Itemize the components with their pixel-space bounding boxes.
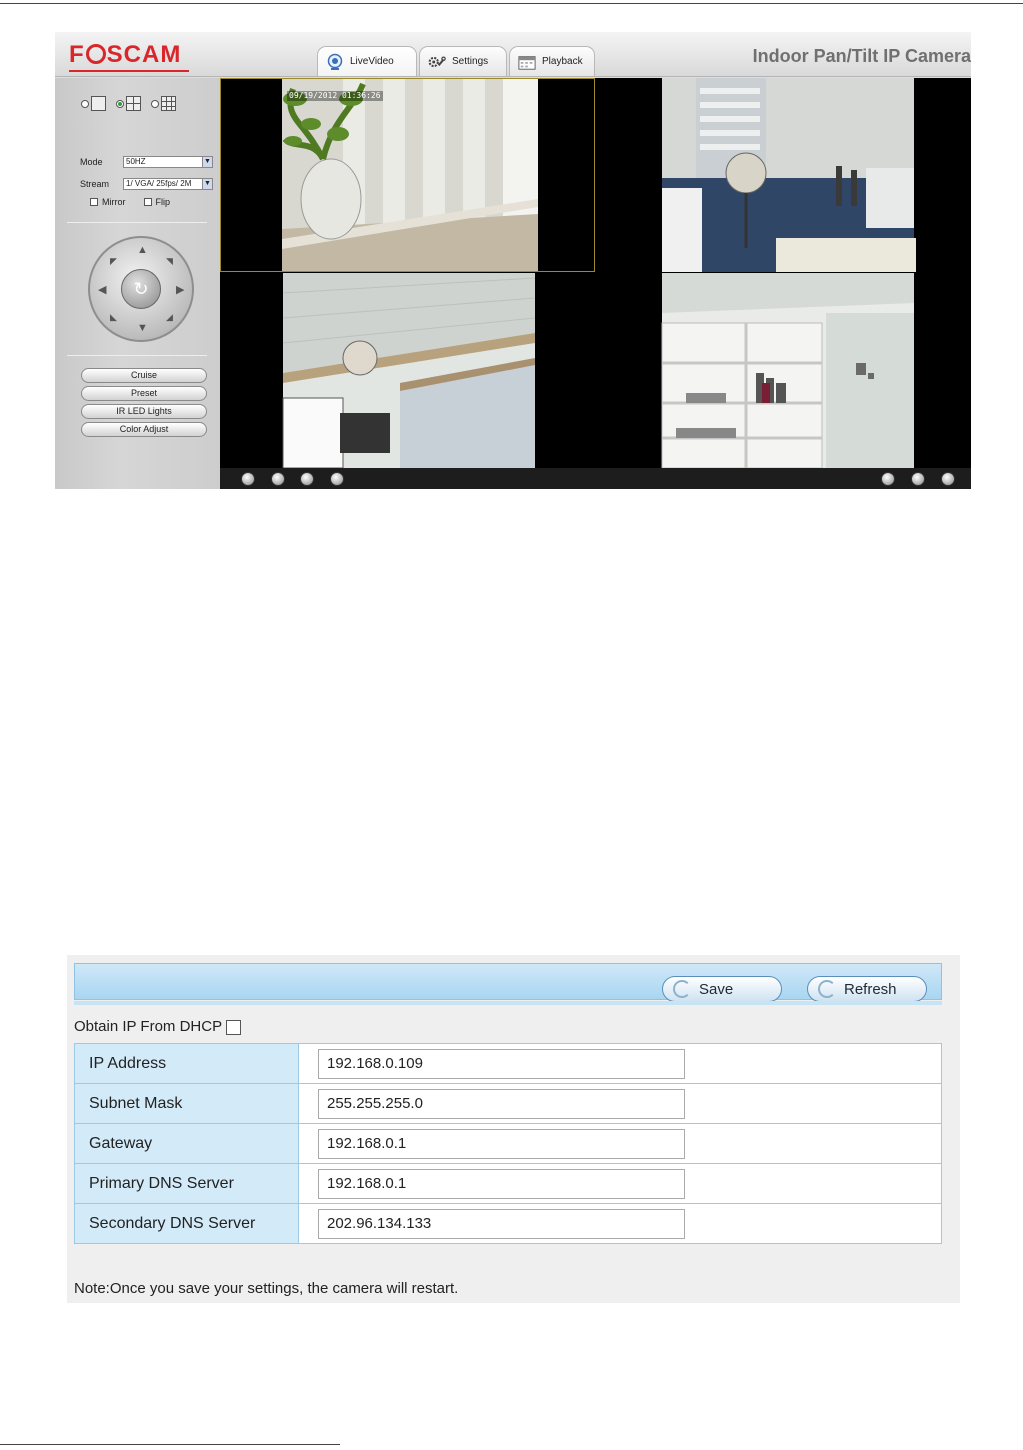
ir-led-lights-button[interactable]: IR LED Lights: [81, 404, 207, 419]
table-row: [75, 1084, 942, 1124]
dhcp-checkbox[interactable]: [226, 1020, 241, 1035]
pan-down-icon[interactable]: ▼: [137, 322, 148, 334]
primary-dns-cell: [299, 1164, 942, 1204]
view-layout-selector: [81, 96, 176, 111]
dhcp-option[interactable]: [74, 1017, 241, 1035]
refresh-button-label: Refresh: [844, 980, 897, 998]
layout-nine-option[interactable]: [151, 96, 176, 111]
stream-select[interactable]: [123, 178, 213, 190]
video-tile-2[interactable]: [596, 78, 971, 272]
tab-live-video[interactable]: [317, 46, 417, 76]
audio-icon[interactable]: [330, 472, 344, 486]
layout-nine-radio[interactable]: [151, 100, 159, 108]
cruise-button[interactable]: Cruise: [81, 368, 207, 383]
dhcp-label: Obtain IP From DHCP: [74, 1017, 223, 1035]
save-button-label: Save: [699, 980, 734, 998]
circle-arrow-icon: [673, 980, 691, 998]
video-frame-plant: [223, 79, 595, 272]
flip-option[interactable]: [144, 197, 171, 207]
layout-four-radio[interactable]: [116, 100, 124, 108]
camera-control-panel: [55, 78, 220, 489]
pan-down-right-icon[interactable]: ◢: [166, 312, 173, 322]
stream-row: [80, 178, 213, 190]
stream-label: Stream: [80, 179, 110, 189]
mode-row: [80, 156, 213, 168]
panel-divider: [67, 222, 207, 223]
center-reset-icon[interactable]: ↻: [121, 269, 161, 309]
ip-configuration-screenshot: [67, 955, 960, 1303]
ptz-control-wheel[interactable]: [88, 236, 194, 342]
subnet-mask-cell: [299, 1084, 942, 1124]
four-view-icon: [126, 96, 141, 111]
table-row: [75, 1164, 942, 1204]
pan-down-left-icon[interactable]: ◣: [110, 312, 117, 322]
tab-playback-label: Playback: [542, 56, 583, 67]
secondary-dns-label: Secondary DNS Server: [75, 1204, 299, 1244]
pan-right-icon[interactable]: ▶: [176, 284, 185, 296]
ip-address-field[interactable]: [318, 1049, 685, 1079]
mirror-checkbox[interactable]: [90, 198, 98, 206]
secondary-dns-field[interactable]: [318, 1209, 685, 1239]
tab-settings-label: Settings: [452, 56, 489, 67]
chevron-down-icon[interactable]: ▼: [202, 157, 212, 167]
webcam-icon: [326, 53, 344, 71]
ip-address-cell: [299, 1044, 942, 1084]
pan-up-right-icon[interactable]: ◥: [166, 256, 173, 266]
video-control-bar: [220, 468, 971, 489]
pan-up-icon[interactable]: ▲: [137, 244, 148, 256]
panel-divider: [67, 355, 207, 356]
video-timestamp-osd: 09/19/2012 01:36:26: [289, 91, 381, 100]
pan-up-left-icon[interactable]: ◤: [110, 256, 117, 266]
table-row: [75, 1204, 942, 1244]
fullscreen-icon[interactable]: [941, 472, 955, 486]
nine-view-icon: [161, 96, 176, 111]
chevron-down-icon[interactable]: ▼: [202, 179, 212, 189]
save-button[interactable]: [662, 976, 782, 1002]
mode-select-value: 50HZ: [126, 157, 146, 166]
restart-note: Note:Once you save your settings, the camera will restart.: [74, 1280, 459, 1297]
ip-address-label: IP Address: [75, 1044, 299, 1084]
single-view-icon: [91, 96, 106, 111]
video-frame-shelves: [596, 273, 971, 468]
video-frame-office: [596, 78, 971, 272]
mirror-label: Mirror: [102, 197, 126, 207]
secondary-dns-cell: [299, 1204, 942, 1244]
mode-label: Mode: [80, 157, 103, 167]
layout-four-option[interactable]: [116, 96, 141, 111]
video-grid: [220, 78, 971, 489]
camera-header: [55, 32, 971, 77]
subnet-mask-label: Subnet Mask: [75, 1084, 299, 1124]
settings-toolbar: [74, 963, 942, 1000]
video-tile-1[interactable]: [220, 78, 595, 272]
mirror-flip-row: [90, 197, 170, 207]
video-tile-4[interactable]: [596, 273, 971, 468]
page-bottom-rule: [0, 1444, 340, 1445]
primary-dns-label: Primary DNS Server: [75, 1164, 299, 1204]
gears-icon: [428, 53, 446, 71]
gateway-label: Gateway: [75, 1124, 299, 1164]
color-adjust-button[interactable]: Color Adjust: [81, 422, 207, 437]
circle-arrow-icon: [818, 980, 836, 998]
primary-dns-field[interactable]: [318, 1169, 685, 1199]
calendar-icon: [518, 53, 536, 71]
ip-settings-table: [74, 1043, 942, 1244]
flip-checkbox[interactable]: [144, 198, 152, 206]
mirror-option[interactable]: [90, 197, 126, 207]
layout-single-radio[interactable]: [81, 100, 89, 108]
mode-select[interactable]: [123, 156, 213, 168]
tab-playback[interactable]: [509, 46, 595, 76]
logo-underline: [69, 70, 189, 72]
stream-select-value: 1/ VGA/ 25fps/ 2M: [126, 179, 192, 188]
subnet-mask-field[interactable]: [318, 1089, 685, 1119]
talk-icon[interactable]: [300, 472, 314, 486]
video-frame-ceiling: [220, 273, 595, 468]
camera-live-video-screenshot: [55, 32, 971, 489]
toolbar-underline: [74, 1001, 942, 1005]
stop-icon[interactable]: [271, 472, 285, 486]
refresh-button[interactable]: [807, 976, 927, 1002]
page-top-rule: [0, 3, 1023, 4]
tab-settings[interactable]: [419, 46, 507, 76]
flip-label: Flip: [155, 197, 171, 207]
play-icon[interactable]: [241, 472, 255, 486]
preset-button[interactable]: Preset: [81, 386, 207, 401]
foscam-logo: F SCAM: [69, 41, 182, 68]
gateway-cell: [299, 1124, 942, 1164]
layout-single-option[interactable]: [81, 96, 106, 111]
camera-model-title: Indoor Pan/Tilt IP Camera: [752, 46, 971, 66]
snapshot-icon[interactable]: [881, 472, 895, 486]
video-tile-3[interactable]: [220, 273, 595, 468]
gateway-field[interactable]: [318, 1129, 685, 1159]
table-row: [75, 1044, 942, 1084]
tab-live-video-label: LiveVideo: [350, 56, 394, 67]
record-icon[interactable]: [911, 472, 925, 486]
pan-left-icon[interactable]: ◀: [98, 284, 107, 296]
table-row: [75, 1124, 942, 1164]
